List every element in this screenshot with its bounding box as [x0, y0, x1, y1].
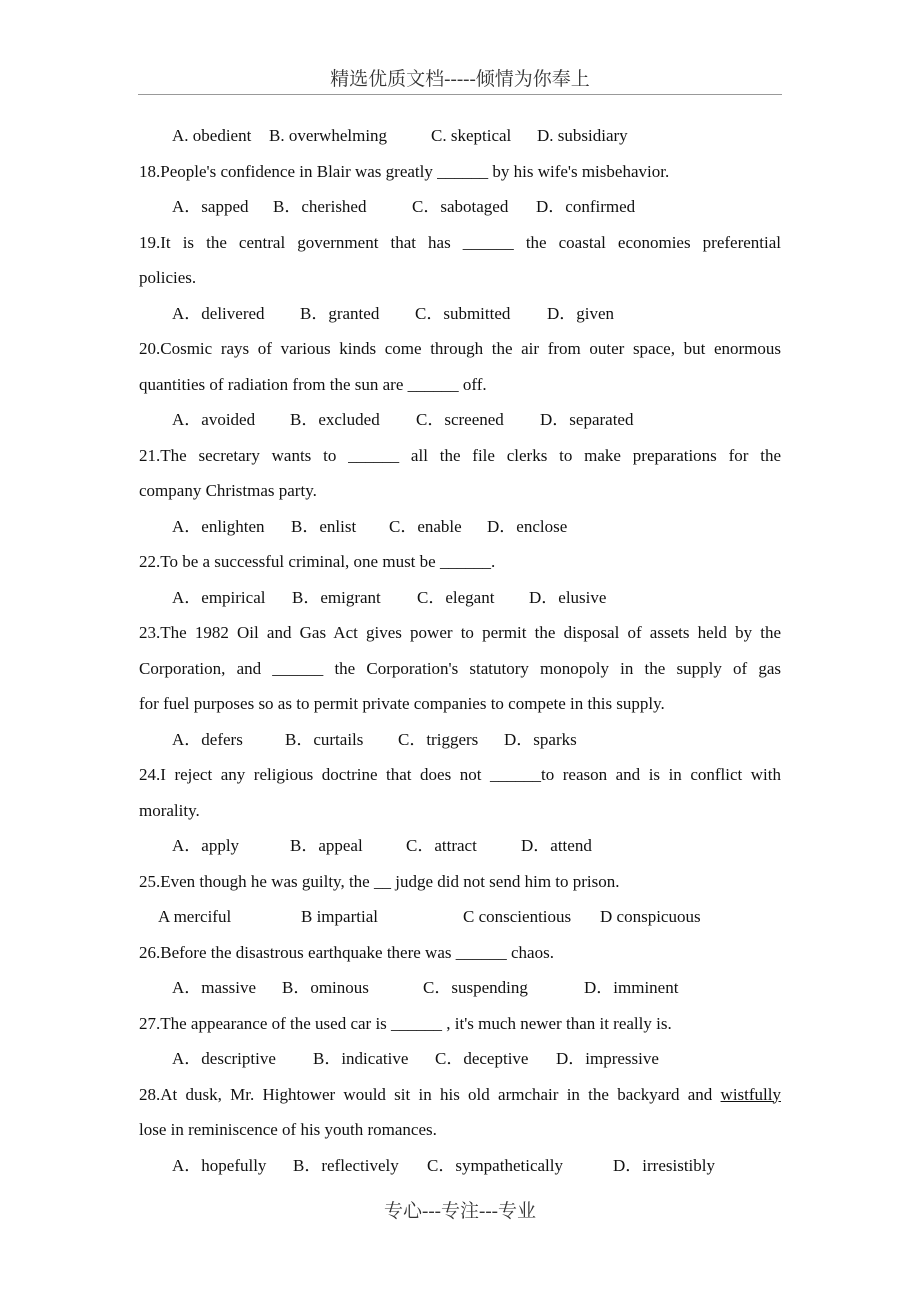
q28-text-line1 [139, 1077, 781, 1113]
q21-option-c: C．enable [389, 516, 462, 536]
q23-text-line1: 23.The 1982 Oil and Gas Act gives power to permit the disposal of assets held by the [139, 623, 781, 642]
q26-options [139, 970, 781, 1006]
q23-option-a: A．defers [172, 729, 243, 749]
q21-options [139, 509, 781, 545]
q22-options [139, 580, 781, 616]
q25-options [139, 899, 781, 935]
q21-option-b: B．enlist [291, 516, 357, 536]
q23-option-d: D．sparks [504, 729, 577, 749]
q20-option-c: C．screened [416, 410, 504, 429]
q27-option-a: A．descriptive [172, 1049, 276, 1068]
q27-option-b: B．indicative [313, 1049, 409, 1068]
q19-option-d: D．given [547, 303, 615, 323]
q24-option-a: A．apply [172, 836, 240, 855]
q17-option-a: A. obedient [172, 126, 252, 145]
page-footer: 专心---专注---专业 [384, 1201, 536, 1222]
q18-option-d: D．confirmed [536, 197, 636, 216]
q26-option-d: D．imminent [584, 978, 679, 997]
q21-text-line1: 21.The secretary wants to ______ all the file clerks to make preparations for the [139, 445, 781, 465]
q17-options [139, 118, 781, 154]
q17-option-b: B. overwhelming [269, 126, 388, 145]
q24-options [139, 828, 781, 864]
q21-option-a: A．enlighten [172, 516, 265, 536]
q28-options [139, 1148, 781, 1184]
q26-option-b: B．ominous [282, 978, 369, 997]
q19-option-c: C．submitted [415, 303, 511, 323]
q28-option-a: A．hopefully [172, 1155, 267, 1175]
q26-text: 26.Before the disastrous earthquake there was ______ chaos. [139, 942, 554, 962]
q22-option-d: D．elusive [529, 587, 607, 607]
q18-text: 18.People's confidence in Blair was greatly ______ by his wife's misbehavior. [139, 161, 670, 181]
q27-options [139, 1041, 781, 1077]
q18-option-c: C．sabotaged [412, 197, 509, 216]
q17-option-d: D. subsidiary [537, 126, 628, 145]
q25-option-a: A merciful [158, 907, 232, 926]
q23-text-line2: Corporation, and ______ the Corporation's statutory monopoly in the supply of gas [139, 658, 781, 678]
q20-options [139, 402, 781, 438]
q25-option-b: B impartial [301, 907, 378, 926]
q25-option-d: D conspicuous [600, 907, 701, 926]
q20-text-line1: 20.Cosmic rays of various kinds come through the air from outer space, but enormous [139, 339, 781, 358]
q28-option-c: C．sympathetically [427, 1155, 563, 1175]
document-body [139, 118, 781, 1183]
page-header: 精选优质文档-----倾情为你奉上 [330, 69, 590, 90]
q24-text-line2: morality. [139, 800, 200, 820]
q18-option-b: B．cherished [273, 197, 367, 216]
q24-option-d: D．attend [521, 836, 592, 855]
q23-option-c: C．triggers [398, 729, 479, 749]
q19-text-line2: policies. [139, 268, 197, 287]
q28-option-d: D．irresistibly [613, 1155, 715, 1175]
q23-options [139, 722, 781, 758]
q20-text-line2: quantities of radiation from the sun are ______ off. [139, 374, 487, 394]
q20-option-d: D．separated [540, 410, 634, 429]
q24-option-b: B．appeal [290, 836, 363, 855]
q23-text-line3: for fuel purposes so as to permit private companies to compete in this supply. [139, 694, 665, 713]
q19-option-b: B．granted [300, 303, 380, 323]
q24-option-c: C．attract [406, 836, 477, 855]
q20-option-b: B．excluded [290, 410, 380, 429]
q28-text-line2: lose in reminiscence of his youth romances. [139, 1120, 437, 1139]
q19-options [139, 296, 781, 332]
header-divider [138, 94, 782, 95]
q22-option-a: A．empirical [172, 587, 266, 607]
q17-option-c: C. skeptical [431, 126, 512, 145]
q18-options [139, 189, 781, 225]
q18-option-a: A．sapped [172, 197, 249, 216]
q22-text: 22.To be a successful criminal, one must be ______. [139, 552, 496, 571]
q28-option-b: B．reflectively [293, 1155, 399, 1175]
q24-text-line1: 24.I reject any religious doctrine that does not ______to reason and is in conflict with [139, 765, 781, 784]
q22-option-b: B．emigrant [292, 587, 381, 607]
q25-text: 25.Even though he was guilty, the __ judge did not send him to prison. [139, 871, 620, 891]
q23-option-b: B．curtails [285, 729, 364, 749]
q22-option-c: C．elegant [417, 587, 495, 607]
q27-option-c: C．deceptive [435, 1049, 529, 1068]
q21-option-d: D．enclose [487, 516, 568, 536]
q19-text-line1: 19.It is the central government that has ______ the coastal economies preferential [139, 232, 781, 252]
q28-text-line1-body: 28.At dusk, Mr. Hightower would sit in his old armchair in the backyard and [139, 1084, 721, 1104]
q28-underlined-word: wistfully [720, 1084, 781, 1104]
q26-option-a: A．massive [172, 978, 257, 997]
q27-text: 27.The appearance of the used car is ______ , it's much newer than it really is. [139, 1013, 672, 1033]
q27-option-d: D．impressive [556, 1049, 659, 1068]
q25-option-c: C conscientious [463, 907, 572, 926]
q20-option-a: A．avoided [172, 410, 256, 429]
q19-option-a: A．delivered [172, 303, 265, 323]
q26-option-c: C．suspending [423, 978, 528, 997]
q21-text-line2: company Christmas party. [139, 481, 317, 500]
